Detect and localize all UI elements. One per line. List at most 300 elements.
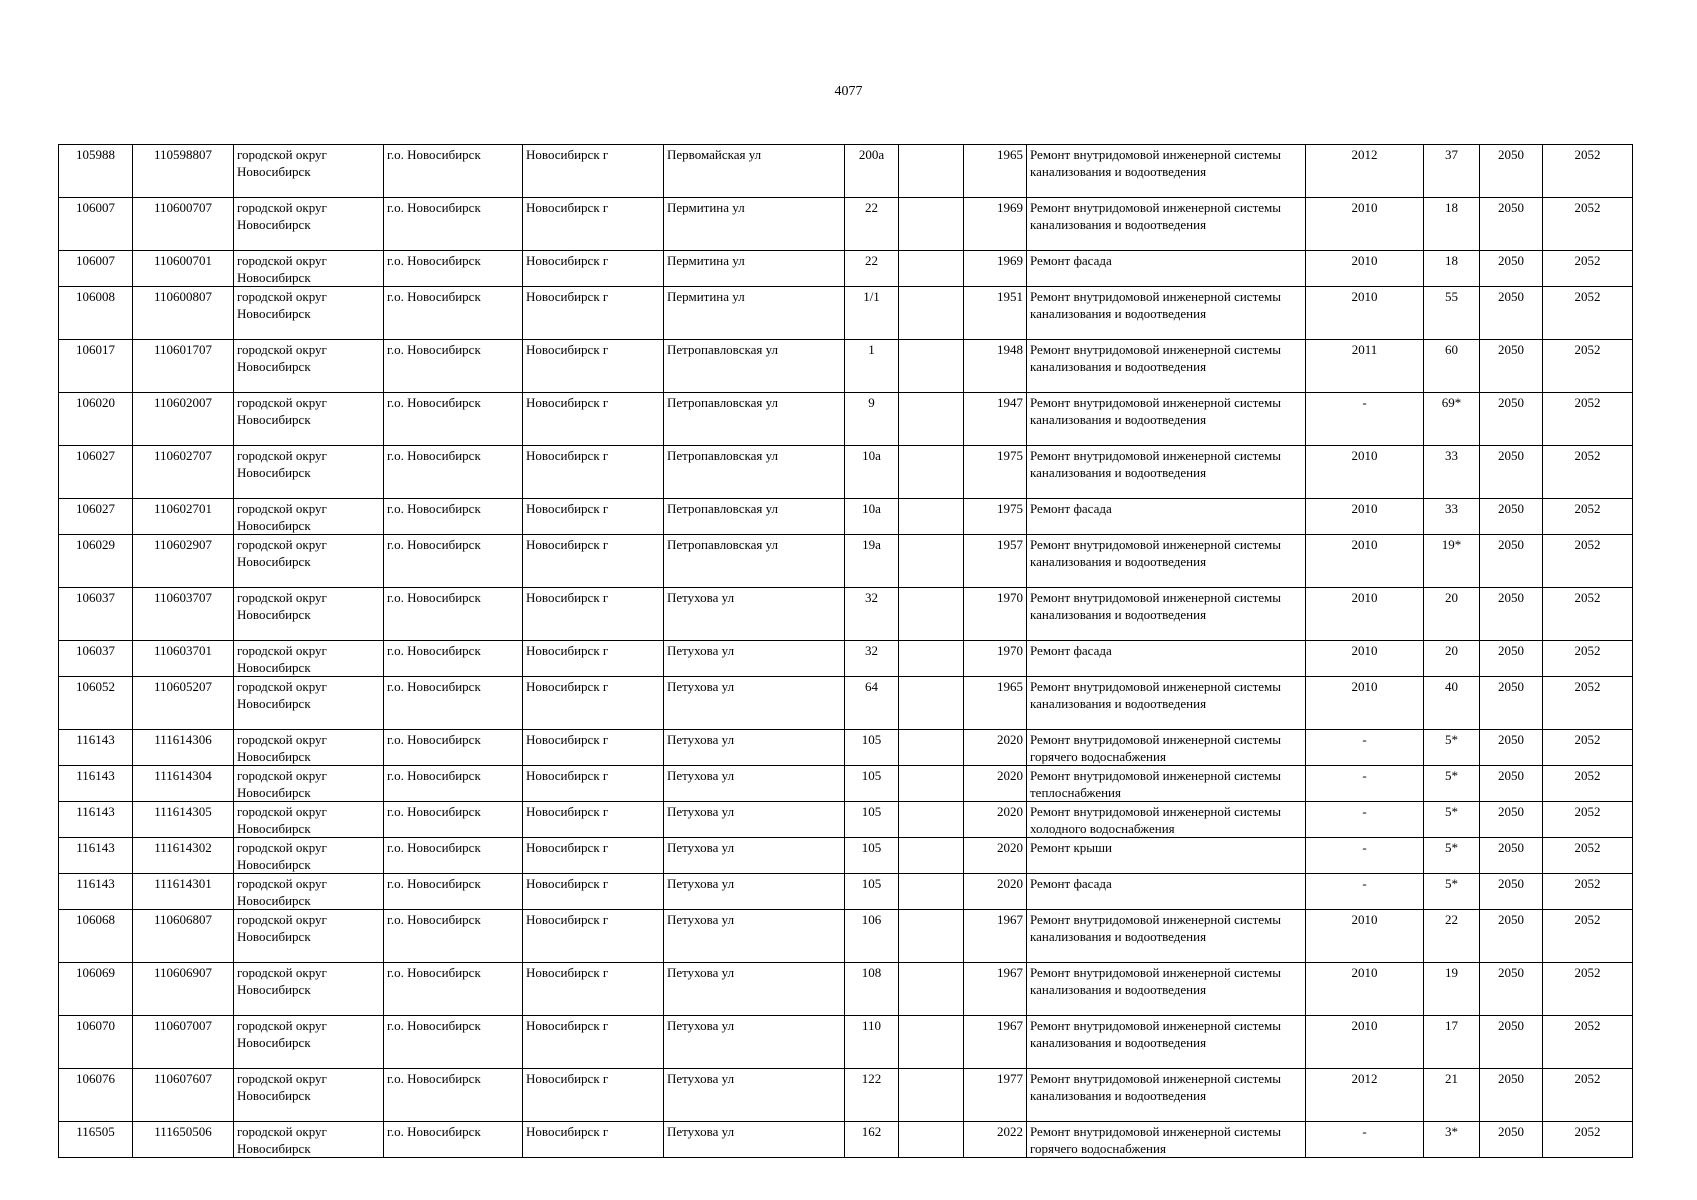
work-type-cell: Ремонт крыши	[1027, 838, 1306, 874]
settlement-cell: Новосибирск г	[523, 251, 664, 287]
year-built-cell: 1948	[964, 340, 1027, 393]
register-body	[59, 145, 1633, 1158]
plan-end-year-cell: 2052	[1543, 145, 1633, 198]
work-type-cell: Ремонт внутридомовой инженерной системы канализования и водоотведения	[1027, 287, 1306, 340]
street-cell: Петухова ул	[664, 677, 845, 730]
record-code-cell: 110600707	[133, 198, 234, 251]
house-number-cell: 19а	[845, 535, 899, 588]
plan-start-year-cell: 2050	[1480, 910, 1543, 963]
record-code-cell: 110606807	[133, 910, 234, 963]
year-built-cell: 2020	[964, 874, 1027, 910]
record-code-cell: 111614301	[133, 874, 234, 910]
district-cell: городской округ Новосибирск	[234, 641, 384, 677]
plan-start-year-cell: 2050	[1480, 730, 1543, 766]
house-number-cell: 200а	[845, 145, 899, 198]
house-number-cell: 106	[845, 910, 899, 963]
work-type-cell: Ремонт внутридомовой инженерной системы канализования и водоотведения	[1027, 446, 1306, 499]
house-number-cell: 1	[845, 340, 899, 393]
extra-cell	[899, 588, 964, 641]
municipality-cell: г.о. Новосибирск	[384, 588, 523, 641]
work-type-cell: Ремонт внутридомовой инженерной системы горячего водоснабжения	[1027, 1122, 1306, 1158]
plan-start-year-cell: 2050	[1480, 340, 1543, 393]
plan-start-year-cell: 2050	[1480, 802, 1543, 838]
street-cell: Петухова ул	[664, 910, 845, 963]
table-row	[59, 677, 1633, 730]
page-number: 4077	[834, 84, 863, 99]
record-code-cell: 110602007	[133, 393, 234, 446]
last-repair-year-cell: 2010	[1306, 198, 1424, 251]
house-number-cell: 105	[845, 766, 899, 802]
work-type-cell: Ремонт внутридомовой инженерной системы канализования и водоотведения	[1027, 1016, 1306, 1069]
settlement-cell: Новосибирск г	[523, 499, 664, 535]
wear-cell: 21	[1424, 1069, 1480, 1122]
settlement-cell: Новосибирск г	[523, 535, 664, 588]
municipality-cell: г.о. Новосибирск	[384, 641, 523, 677]
last-repair-year-cell: 2010	[1306, 535, 1424, 588]
municipality-cell: г.о. Новосибирск	[384, 963, 523, 1016]
district-cell: городской округ Новосибирск	[234, 766, 384, 802]
extra-cell	[899, 499, 964, 535]
wear-cell: 5*	[1424, 838, 1480, 874]
year-built-cell: 2020	[964, 730, 1027, 766]
plan-end-year-cell: 2052	[1543, 1069, 1633, 1122]
extra-cell	[899, 1069, 964, 1122]
record-code-cell: 110600807	[133, 287, 234, 340]
street-cell: Петропавловская ул	[664, 499, 845, 535]
house-number-cell: 105	[845, 874, 899, 910]
work-type-cell: Ремонт фасада	[1027, 251, 1306, 287]
record-code-cell: 110607007	[133, 1016, 234, 1069]
year-built-cell: 1967	[964, 1016, 1027, 1069]
last-repair-year-cell: 2010	[1306, 963, 1424, 1016]
wear-cell: 19	[1424, 963, 1480, 1016]
settlement-cell: Новосибирск г	[523, 874, 664, 910]
year-built-cell: 1957	[964, 535, 1027, 588]
last-repair-year-cell: 2011	[1306, 340, 1424, 393]
work-type-cell: Ремонт внутридомовой инженерной системы канализования и водоотведения	[1027, 588, 1306, 641]
last-repair-year-cell: -	[1306, 838, 1424, 874]
settlement-cell: Новосибирск г	[523, 910, 664, 963]
street-cell: Петропавловская ул	[664, 535, 845, 588]
table-row	[59, 1069, 1633, 1122]
plan-end-year-cell: 2052	[1543, 340, 1633, 393]
table-row	[59, 910, 1633, 963]
wear-cell: 20	[1424, 641, 1480, 677]
building-id-cell: 116143	[59, 766, 133, 802]
plan-end-year-cell: 2052	[1543, 641, 1633, 677]
record-code-cell: 110603707	[133, 588, 234, 641]
settlement-cell: Новосибирск г	[523, 287, 664, 340]
district-cell: городской округ Новосибирск	[234, 1122, 384, 1158]
street-cell: Петухова ул	[664, 1069, 845, 1122]
plan-start-year-cell: 2050	[1480, 677, 1543, 730]
extra-cell	[899, 145, 964, 198]
district-cell: городской округ Новосибирск	[234, 145, 384, 198]
street-cell: Петухова ул	[664, 1016, 845, 1069]
district-cell: городской округ Новосибирск	[234, 730, 384, 766]
settlement-cell: Новосибирск г	[523, 145, 664, 198]
district-cell: городской округ Новосибирск	[234, 910, 384, 963]
plan-end-year-cell: 2052	[1543, 393, 1633, 446]
building-id-cell: 106008	[59, 287, 133, 340]
extra-cell	[899, 1016, 964, 1069]
record-code-cell: 110605207	[133, 677, 234, 730]
record-code-cell: 110600701	[133, 251, 234, 287]
record-code-cell: 110607607	[133, 1069, 234, 1122]
year-built-cell: 2020	[964, 766, 1027, 802]
plan-end-year-cell: 2052	[1543, 198, 1633, 251]
house-number-cell: 9	[845, 393, 899, 446]
plan-start-year-cell: 2050	[1480, 535, 1543, 588]
record-code-cell: 110603701	[133, 641, 234, 677]
wear-cell: 33	[1424, 499, 1480, 535]
record-code-cell: 111614302	[133, 838, 234, 874]
year-built-cell: 1970	[964, 641, 1027, 677]
building-id-cell: 106007	[59, 198, 133, 251]
last-repair-year-cell: -	[1306, 802, 1424, 838]
house-number-cell: 162	[845, 1122, 899, 1158]
building-id-cell: 106027	[59, 499, 133, 535]
record-code-cell: 111614306	[133, 730, 234, 766]
table-row	[59, 963, 1633, 1016]
municipality-cell: г.о. Новосибирск	[384, 802, 523, 838]
plan-start-year-cell: 2050	[1480, 1069, 1543, 1122]
year-built-cell: 1975	[964, 499, 1027, 535]
wear-cell: 17	[1424, 1016, 1480, 1069]
plan-start-year-cell: 2050	[1480, 838, 1543, 874]
street-cell: Первомайская ул	[664, 145, 845, 198]
wear-cell: 5*	[1424, 730, 1480, 766]
municipality-cell: г.о. Новосибирск	[384, 1016, 523, 1069]
street-cell: Петропавловская ул	[664, 340, 845, 393]
plan-end-year-cell: 2052	[1543, 910, 1633, 963]
year-built-cell: 1965	[964, 145, 1027, 198]
house-number-cell: 22	[845, 251, 899, 287]
municipality-cell: г.о. Новосибирск	[384, 198, 523, 251]
district-cell: городской округ Новосибирск	[234, 1016, 384, 1069]
extra-cell	[899, 730, 964, 766]
settlement-cell: Новосибирск г	[523, 1069, 664, 1122]
wear-cell: 60	[1424, 340, 1480, 393]
work-type-cell: Ремонт внутридомовой инженерной системы канализования и водоотведения	[1027, 535, 1306, 588]
plan-end-year-cell: 2052	[1543, 588, 1633, 641]
district-cell: городской округ Новосибирск	[234, 198, 384, 251]
work-type-cell: Ремонт внутридомовой инженерной системы канализования и водоотведения	[1027, 910, 1306, 963]
extra-cell	[899, 838, 964, 874]
house-number-cell: 105	[845, 730, 899, 766]
district-cell: городской округ Новосибирск	[234, 251, 384, 287]
settlement-cell: Новосибирск г	[523, 1016, 664, 1069]
settlement-cell: Новосибирск г	[523, 340, 664, 393]
plan-start-year-cell: 2050	[1480, 766, 1543, 802]
settlement-cell: Новосибирск г	[523, 838, 664, 874]
table-row	[59, 730, 1633, 766]
building-id-cell: 116143	[59, 838, 133, 874]
building-id-cell: 106076	[59, 1069, 133, 1122]
plan-start-year-cell: 2050	[1480, 251, 1543, 287]
street-cell: Петропавловская ул	[664, 393, 845, 446]
building-id-cell: 106068	[59, 910, 133, 963]
plan-start-year-cell: 2050	[1480, 641, 1543, 677]
street-cell: Петухова ул	[664, 1122, 845, 1158]
district-cell: городской округ Новосибирск	[234, 340, 384, 393]
extra-cell	[899, 963, 964, 1016]
last-repair-year-cell: -	[1306, 766, 1424, 802]
plan-end-year-cell: 2052	[1543, 535, 1633, 588]
district-cell: городской округ Новосибирск	[234, 393, 384, 446]
district-cell: городской округ Новосибирск	[234, 287, 384, 340]
wear-cell: 5*	[1424, 766, 1480, 802]
settlement-cell: Новосибирск г	[523, 588, 664, 641]
year-built-cell: 2020	[964, 838, 1027, 874]
plan-end-year-cell: 2052	[1543, 446, 1633, 499]
wear-cell: 5*	[1424, 802, 1480, 838]
building-id-cell: 106029	[59, 535, 133, 588]
plan-start-year-cell: 2050	[1480, 499, 1543, 535]
house-number-cell: 105	[845, 802, 899, 838]
plan-start-year-cell: 2050	[1480, 963, 1543, 1016]
plan-end-year-cell: 2052	[1543, 1122, 1633, 1158]
building-id-cell: 106037	[59, 641, 133, 677]
work-type-cell: Ремонт внутридомовой инженерной системы холодного водоснабжения	[1027, 802, 1306, 838]
house-number-cell: 32	[845, 641, 899, 677]
register-table	[58, 144, 1633, 1158]
district-cell: городской округ Новосибирск	[234, 499, 384, 535]
extra-cell	[899, 1122, 964, 1158]
year-built-cell: 1977	[964, 1069, 1027, 1122]
plan-start-year-cell: 2050	[1480, 874, 1543, 910]
last-repair-year-cell: 2010	[1306, 910, 1424, 963]
plan-start-year-cell: 2050	[1480, 198, 1543, 251]
house-number-cell: 122	[845, 1069, 899, 1122]
house-number-cell: 105	[845, 838, 899, 874]
plan-start-year-cell: 2050	[1480, 588, 1543, 641]
municipality-cell: г.о. Новосибирск	[384, 251, 523, 287]
work-type-cell: Ремонт внутридомовой инженерной системы канализования и водоотведения	[1027, 963, 1306, 1016]
wear-cell: 40	[1424, 677, 1480, 730]
settlement-cell: Новосибирск г	[523, 641, 664, 677]
extra-cell	[899, 446, 964, 499]
municipality-cell: г.о. Новосибирск	[384, 446, 523, 499]
extra-cell	[899, 393, 964, 446]
building-id-cell: 116143	[59, 874, 133, 910]
settlement-cell: Новосибирск г	[523, 766, 664, 802]
wear-cell: 37	[1424, 145, 1480, 198]
record-code-cell: 110602907	[133, 535, 234, 588]
municipality-cell: г.о. Новосибирск	[384, 730, 523, 766]
building-id-cell: 106020	[59, 393, 133, 446]
table-row	[59, 198, 1633, 251]
table-row	[59, 641, 1633, 677]
municipality-cell: г.о. Новосибирск	[384, 340, 523, 393]
last-repair-year-cell: 2010	[1306, 287, 1424, 340]
settlement-cell: Новосибирск г	[523, 677, 664, 730]
wear-cell: 18	[1424, 251, 1480, 287]
building-id-cell: 106069	[59, 963, 133, 1016]
record-code-cell: 110606907	[133, 963, 234, 1016]
municipality-cell: г.о. Новосибирск	[384, 499, 523, 535]
record-code-cell: 110598807	[133, 145, 234, 198]
table-row	[59, 145, 1633, 198]
work-type-cell: Ремонт внутридомовой инженерной системы канализования и водоотведения	[1027, 145, 1306, 198]
year-built-cell: 1975	[964, 446, 1027, 499]
plan-start-year-cell: 2050	[1480, 1122, 1543, 1158]
last-repair-year-cell: -	[1306, 730, 1424, 766]
extra-cell	[899, 874, 964, 910]
extra-cell	[899, 340, 964, 393]
wear-cell: 5*	[1424, 874, 1480, 910]
street-cell: Пермитина ул	[664, 287, 845, 340]
table-row	[59, 766, 1633, 802]
year-built-cell: 1967	[964, 910, 1027, 963]
last-repair-year-cell: -	[1306, 874, 1424, 910]
plan-end-year-cell: 2052	[1543, 287, 1633, 340]
last-repair-year-cell: 2010	[1306, 641, 1424, 677]
municipality-cell: г.о. Новосибирск	[384, 677, 523, 730]
plan-end-year-cell: 2052	[1543, 251, 1633, 287]
table-row	[59, 1016, 1633, 1069]
last-repair-year-cell: 2010	[1306, 1016, 1424, 1069]
table-row	[59, 838, 1633, 874]
district-cell: городской округ Новосибирск	[234, 588, 384, 641]
last-repair-year-cell: 2010	[1306, 588, 1424, 641]
record-code-cell: 110601707	[133, 340, 234, 393]
plan-end-year-cell: 2052	[1543, 766, 1633, 802]
work-type-cell: Ремонт фасада	[1027, 874, 1306, 910]
year-built-cell: 1965	[964, 677, 1027, 730]
plan-start-year-cell: 2050	[1480, 393, 1543, 446]
house-number-cell: 32	[845, 588, 899, 641]
extra-cell	[899, 677, 964, 730]
building-id-cell: 116143	[59, 802, 133, 838]
district-cell: городской округ Новосибирск	[234, 535, 384, 588]
last-repair-year-cell: -	[1306, 393, 1424, 446]
plan-start-year-cell: 2050	[1480, 446, 1543, 499]
last-repair-year-cell: -	[1306, 1122, 1424, 1158]
street-cell: Пермитина ул	[664, 198, 845, 251]
house-number-cell: 64	[845, 677, 899, 730]
street-cell: Пермитина ул	[664, 251, 845, 287]
wear-cell: 33	[1424, 446, 1480, 499]
year-built-cell: 2020	[964, 802, 1027, 838]
building-id-cell: 106052	[59, 677, 133, 730]
table-row	[59, 251, 1633, 287]
table-row	[59, 340, 1633, 393]
house-number-cell: 108	[845, 963, 899, 1016]
year-built-cell: 1969	[964, 198, 1027, 251]
street-cell: Петропавловская ул	[664, 446, 845, 499]
municipality-cell: г.о. Новосибирск	[384, 145, 523, 198]
last-repair-year-cell: 2010	[1306, 677, 1424, 730]
table-row	[59, 499, 1633, 535]
street-cell: Петухова ул	[664, 766, 845, 802]
last-repair-year-cell: 2010	[1306, 446, 1424, 499]
wear-cell: 18	[1424, 198, 1480, 251]
year-built-cell: 1951	[964, 287, 1027, 340]
work-type-cell: Ремонт внутридомовой инженерной системы канализования и водоотведения	[1027, 677, 1306, 730]
extra-cell	[899, 802, 964, 838]
extra-cell	[899, 641, 964, 677]
municipality-cell: г.о. Новосибирск	[384, 535, 523, 588]
municipality-cell: г.о. Новосибирск	[384, 874, 523, 910]
extra-cell	[899, 287, 964, 340]
house-number-cell: 22	[845, 198, 899, 251]
wear-cell: 22	[1424, 910, 1480, 963]
plan-end-year-cell: 2052	[1543, 963, 1633, 1016]
record-code-cell: 111614305	[133, 802, 234, 838]
street-cell: Петухова ул	[664, 730, 845, 766]
plan-start-year-cell: 2050	[1480, 287, 1543, 340]
wear-cell: 20	[1424, 588, 1480, 641]
street-cell: Петухова ул	[664, 838, 845, 874]
extra-cell	[899, 910, 964, 963]
work-type-cell: Ремонт внутридомовой инженерной системы горячего водоснабжения	[1027, 730, 1306, 766]
house-number-cell: 10а	[845, 499, 899, 535]
building-id-cell: 105988	[59, 145, 133, 198]
extra-cell	[899, 535, 964, 588]
work-type-cell: Ремонт внутридомовой инженерной системы канализования и водоотведения	[1027, 198, 1306, 251]
district-cell: городской округ Новосибирск	[234, 677, 384, 730]
extra-cell	[899, 251, 964, 287]
street-cell: Петухова ул	[664, 641, 845, 677]
plan-end-year-cell: 2052	[1543, 838, 1633, 874]
last-repair-year-cell: 2012	[1306, 1069, 1424, 1122]
year-built-cell: 1947	[964, 393, 1027, 446]
building-id-cell: 106027	[59, 446, 133, 499]
district-cell: городской округ Новосибирск	[234, 963, 384, 1016]
table-row	[59, 1122, 1633, 1158]
municipality-cell: г.о. Новосибирск	[384, 393, 523, 446]
district-cell: городской округ Новосибирск	[234, 1069, 384, 1122]
settlement-cell: Новосибирск г	[523, 730, 664, 766]
work-type-cell: Ремонт внутридомовой инженерной системы канализования и водоотведения	[1027, 340, 1306, 393]
plan-end-year-cell: 2052	[1543, 874, 1633, 910]
district-cell: городской округ Новосибирск	[234, 446, 384, 499]
table-row	[59, 287, 1633, 340]
building-id-cell: 116143	[59, 730, 133, 766]
wear-cell: 55	[1424, 287, 1480, 340]
plan-end-year-cell: 2052	[1543, 677, 1633, 730]
district-cell: городской округ Новосибирск	[234, 802, 384, 838]
table-row	[59, 393, 1633, 446]
house-number-cell: 110	[845, 1016, 899, 1069]
municipality-cell: г.о. Новосибирск	[384, 1122, 523, 1158]
work-type-cell: Ремонт внутридомовой инженерной системы канализования и водоотведения	[1027, 393, 1306, 446]
district-cell: городской округ Новосибирск	[234, 838, 384, 874]
work-type-cell: Ремонт внутридомовой инженерной системы канализования и водоотведения	[1027, 1069, 1306, 1122]
record-code-cell: 111614304	[133, 766, 234, 802]
street-cell: Петухова ул	[664, 802, 845, 838]
house-number-cell: 1/1	[845, 287, 899, 340]
settlement-cell: Новосибирск г	[523, 446, 664, 499]
plan-end-year-cell: 2052	[1543, 499, 1633, 535]
settlement-cell: Новосибирск г	[523, 802, 664, 838]
record-code-cell: 110602701	[133, 499, 234, 535]
plan-end-year-cell: 2052	[1543, 802, 1633, 838]
table-row	[59, 588, 1633, 641]
plan-start-year-cell: 2050	[1480, 145, 1543, 198]
work-type-cell: Ремонт фасада	[1027, 499, 1306, 535]
building-id-cell: 116505	[59, 1122, 133, 1158]
house-number-cell: 10а	[845, 446, 899, 499]
settlement-cell: Новосибирск г	[523, 393, 664, 446]
district-cell: городской округ Новосибирск	[234, 874, 384, 910]
work-type-cell: Ремонт фасада	[1027, 641, 1306, 677]
last-repair-year-cell: 2010	[1306, 499, 1424, 535]
year-built-cell: 1970	[964, 588, 1027, 641]
street-cell: Петухова ул	[664, 588, 845, 641]
record-code-cell: 111650506	[133, 1122, 234, 1158]
